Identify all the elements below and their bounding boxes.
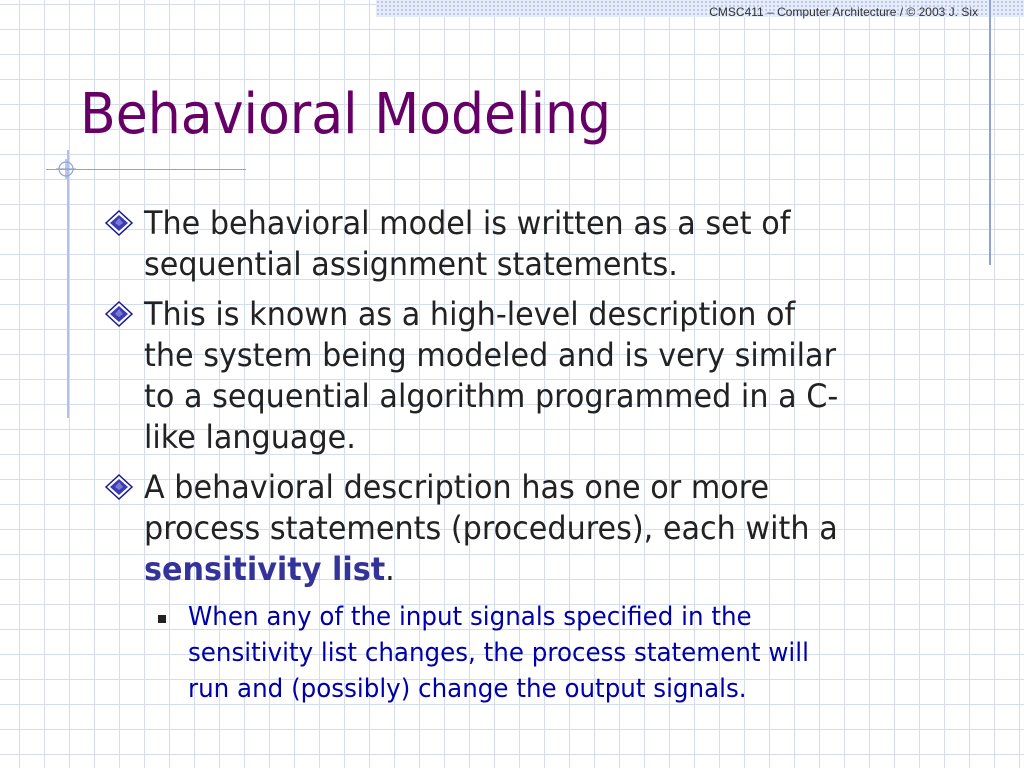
bullet-3-line-1: A behavioral description has one or more	[144, 468, 770, 506]
header-band	[376, 0, 1024, 17]
title-underline	[46, 169, 246, 170]
decorative-vertical-line-left	[67, 150, 69, 418]
bullet-item-2	[104, 294, 984, 458]
square-bullet-icon	[158, 615, 166, 623]
slide-title: Behavioral Modeling	[80, 82, 612, 147]
bullet-1-line-2: sequential assignment statements.	[144, 245, 678, 283]
decorative-vertical-line-right	[989, 0, 991, 265]
bullet-2-line-3: to a sequential algorithm programmed in a C-	[144, 377, 839, 415]
diamond-bullet-icon	[104, 474, 134, 500]
diamond-bullet-icon	[104, 210, 134, 236]
header-credit: CMSC411 – Computer Architecture / © 2003 J. Six	[709, 5, 978, 19]
sub-bullet-line-2: sensitivity list changes, the process statement will	[188, 638, 809, 668]
sub-bullet-item	[103, 599, 984, 707]
bullet-3-period: .	[385, 550, 395, 588]
diamond-bullet-icon	[104, 301, 134, 327]
bullet-2-line-2: the system being modeled and is very similar	[144, 336, 837, 374]
bullet-2-line-1: This is known as a high-level description of	[144, 295, 796, 333]
slide-content	[104, 203, 984, 707]
sub-bullet-line-1: When any of the input signals specified in the	[188, 602, 752, 632]
bullet-2-line-4: like language.	[144, 418, 356, 456]
bullet-3-line-2: process statements (procedures), each with a	[144, 509, 838, 547]
bullet-item-3	[104, 467, 984, 590]
bullet-3-line-3	[144, 549, 938, 590]
sub-bullet-line-3: run and (possibly) change the output signals.	[188, 674, 747, 704]
crosshair-icon	[56, 159, 76, 179]
sensitivity-list-term: sensitivity list	[144, 550, 386, 588]
bullet-item-1	[104, 203, 984, 285]
bullet-1-line-1: The behavioral model is written as a set of	[144, 204, 791, 242]
